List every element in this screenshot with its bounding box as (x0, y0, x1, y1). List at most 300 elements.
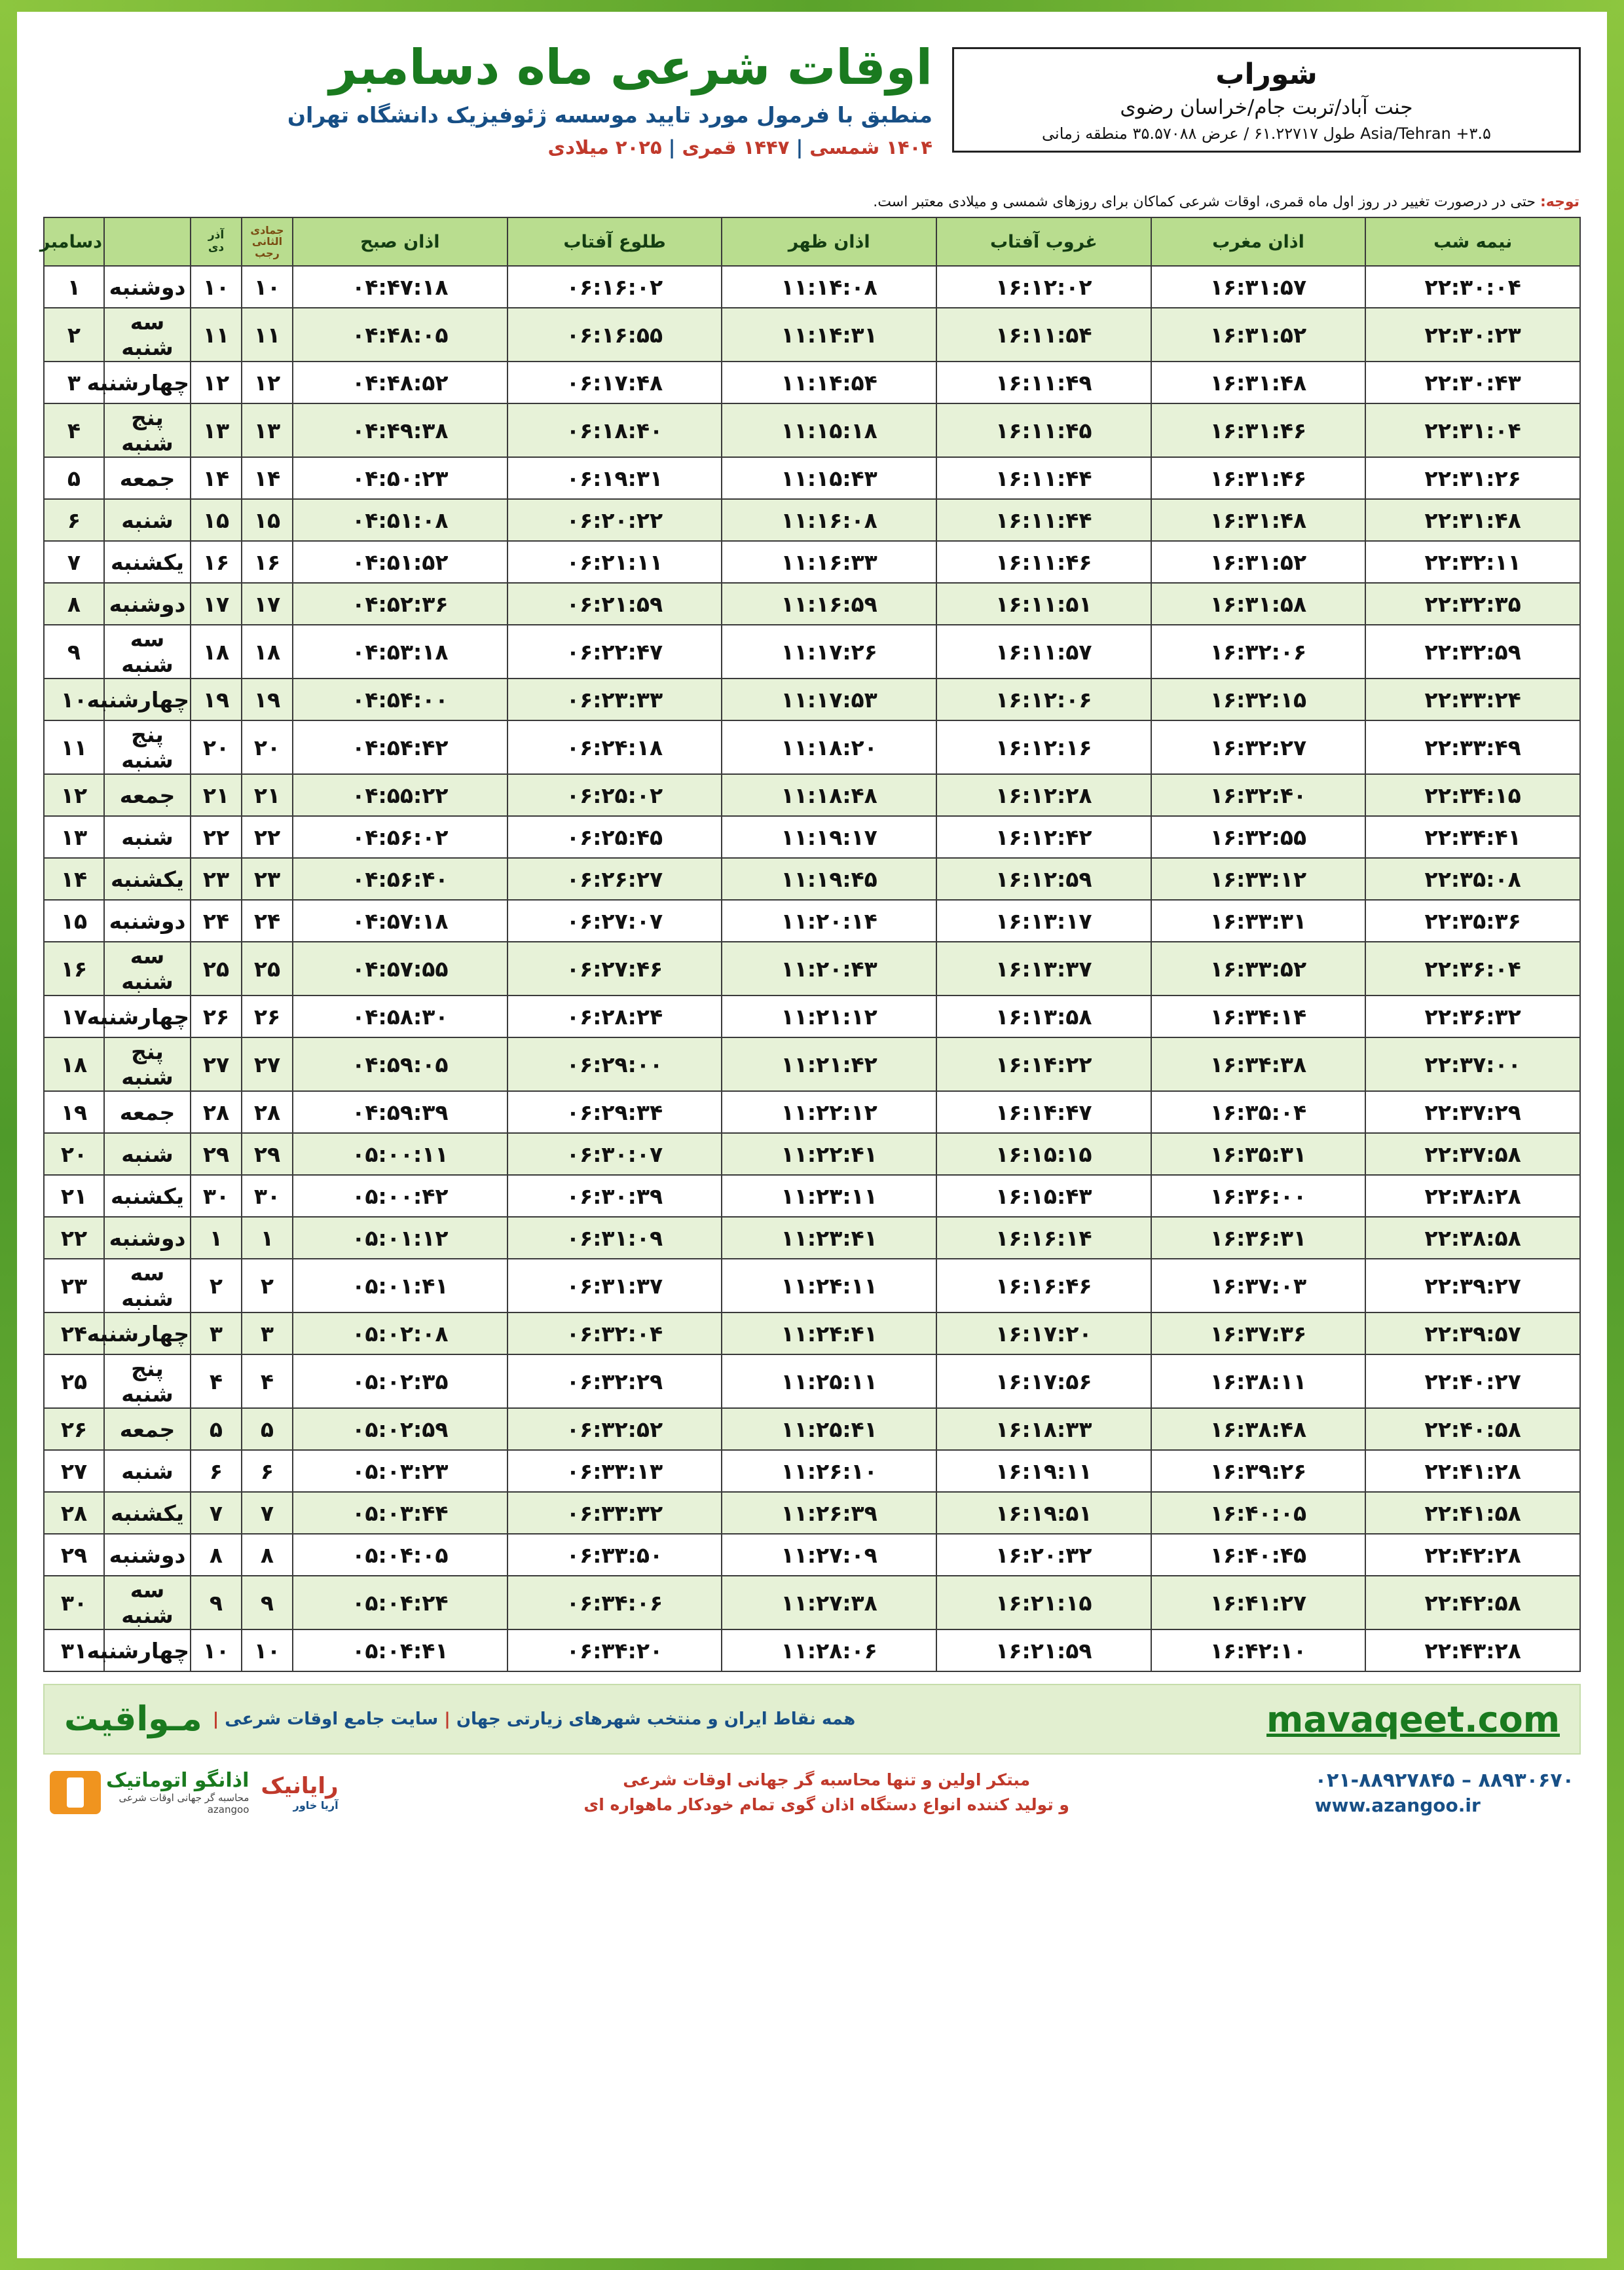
cell-weekday: شنبه (104, 816, 191, 858)
azangoo-mosque-icon (50, 1771, 101, 1814)
cell-solar-day: ۲ (191, 1259, 242, 1312)
cell-solar-day: ۲۱ (191, 774, 242, 816)
contact-block (1315, 1769, 1574, 1816)
partner-logos (50, 1769, 339, 1815)
cell-midnight: ۲۲:۴۱:۵۸ (1365, 1492, 1580, 1534)
brand-name: مـواقیت (64, 1700, 202, 1739)
footer-brand-bar (43, 1684, 1581, 1755)
cell-solar-day: ۲۵ (191, 942, 242, 995)
lunar-year: ۱۴۴۷ قمری (682, 136, 790, 158)
table-row (44, 858, 1580, 900)
cell-sunset: ۱۶:۱۷:۲۰ (936, 1312, 1151, 1354)
cell-gregorian-day: ۲۴ (44, 1312, 104, 1354)
cell-dhuhr: ۱۱:۱۸:۲۰ (722, 720, 936, 774)
azangoo-logo (50, 1769, 249, 1815)
cell-sunset: ۱۶:۱۱:۴۴ (936, 457, 1151, 499)
cell-sunrise: ۰۶:۳۲:۰۴ (507, 1312, 722, 1354)
cell-sunset: ۱۶:۱۱:۴۹ (936, 362, 1151, 403)
cell-hijri-day: ۲۹ (242, 1133, 293, 1175)
cell-midnight: ۲۲:۴۲:۵۸ (1365, 1576, 1580, 1629)
azangoo-logo-latin: azangoo (207, 1804, 249, 1815)
footer-contact-bar (43, 1755, 1581, 1817)
cell-gregorian-day: ۲۰ (44, 1133, 104, 1175)
cell-sunset: ۱۶:۱۳:۵۸ (936, 995, 1151, 1037)
cell-gregorian-day: ۸ (44, 583, 104, 625)
cell-sunrise: ۰۶:۳۳:۵۰ (507, 1534, 722, 1576)
cell-sunset: ۱۶:۱۷:۵۶ (936, 1354, 1151, 1408)
cell-fajr: ۰۴:۵۴:۰۰ (293, 679, 507, 720)
cell-hijri-day: ۱ (242, 1217, 293, 1259)
cell-weekday: شنبه (104, 1133, 191, 1175)
cell-solar-day: ۱۰ (191, 266, 242, 308)
top-decorative-band (0, 0, 1624, 12)
cell-sunrise: ۰۶:۳۰:۳۹ (507, 1175, 722, 1217)
cell-solar-day: ۱۷ (191, 583, 242, 625)
cell-hijri-day: ۲ (242, 1259, 293, 1312)
cell-gregorian-day: ۲۵ (44, 1354, 104, 1408)
cell-midnight: ۲۲:۳۱:۲۶ (1365, 457, 1580, 499)
azangoo-logo-name: اذانگو اتوماتیک (106, 1769, 249, 1792)
cell-solar-day: ۴ (191, 1354, 242, 1408)
cell-maghrib: ۱۶:۴۲:۱۰ (1151, 1629, 1366, 1671)
cell-fajr: ۰۵:۰۰:۱۱ (293, 1133, 507, 1175)
cell-fajr: ۰۴:۴۹:۳۸ (293, 403, 507, 457)
date-separator-1: | (789, 136, 803, 158)
table-row (44, 1312, 1580, 1354)
cell-fajr: ۰۴:۴۸:۰۵ (293, 308, 507, 362)
table-row (44, 266, 1580, 308)
cell-sunset: ۱۶:۱۱:۴۵ (936, 403, 1151, 457)
col-sunset: غروب آفتاب (936, 217, 1151, 266)
city-region: جنت آباد/تربت جام/خراسان رضوی (1120, 95, 1413, 119)
cell-dhuhr: ۱۱:۲۳:۴۱ (722, 1217, 936, 1259)
cell-solar-day: ۸ (191, 1534, 242, 1576)
cell-midnight: ۲۲:۳۱:۰۴ (1365, 403, 1580, 457)
cell-sunset: ۱۶:۱۲:۵۹ (936, 858, 1151, 900)
cell-solar-day: ۱۳ (191, 403, 242, 457)
cell-solar-day: ۱۹ (191, 679, 242, 720)
cell-maghrib: ۱۶:۴۰:۴۵ (1151, 1534, 1366, 1576)
rayaneek-logo-sub: آریا خاور (293, 1799, 339, 1812)
cell-maghrib: ۱۶:۳۱:۴۶ (1151, 403, 1366, 457)
table-row (44, 1354, 1580, 1408)
cell-weekday: چهارشنبه (104, 995, 191, 1037)
cell-dhuhr: ۱۱:۱۵:۱۸ (722, 403, 936, 457)
cell-dhuhr: ۱۱:۱۶:۵۹ (722, 583, 936, 625)
cell-midnight: ۲۲:۳۹:۵۷ (1365, 1312, 1580, 1354)
cell-hijri-day: ۲۱ (242, 774, 293, 816)
cell-dhuhr: ۱۱:۱۷:۲۶ (722, 625, 936, 679)
brand-desc-separator-1: | (438, 1709, 451, 1729)
cell-dhuhr: ۱۱:۲۸:۰۶ (722, 1629, 936, 1671)
cell-weekday: یکشنبه (104, 541, 191, 583)
mavaqeet-site-link[interactable]: mavaqeet.com (1266, 1698, 1560, 1740)
cell-gregorian-day: ۷ (44, 541, 104, 583)
cell-hijri-day: ۳۰ (242, 1175, 293, 1217)
table-row (44, 1091, 1580, 1133)
cell-weekday: چهارشنبه (104, 679, 191, 720)
cell-gregorian-day: ۳ (44, 362, 104, 403)
cell-maghrib: ۱۶:۳۱:۵۲ (1151, 308, 1366, 362)
cell-maghrib: ۱۶:۳۵:۰۴ (1151, 1091, 1366, 1133)
cell-hijri-day: ۱۴ (242, 457, 293, 499)
col-solar-month-primary: آذر (208, 229, 225, 242)
cell-sunset: ۱۶:۱۹:۵۱ (936, 1492, 1151, 1534)
cell-maghrib: ۱۶:۳۲:۵۵ (1151, 816, 1366, 858)
cell-sunrise: ۰۶:۲۱:۵۹ (507, 583, 722, 625)
cell-sunset: ۱۶:۱۶:۱۴ (936, 1217, 1151, 1259)
table-row (44, 900, 1580, 942)
table-row (44, 679, 1580, 720)
cell-fajr: ۰۵:۰۴:۲۴ (293, 1576, 507, 1629)
table-row (44, 362, 1580, 403)
cell-sunrise: ۰۶:۳۳:۳۲ (507, 1492, 722, 1534)
cell-gregorian-day: ۲۷ (44, 1450, 104, 1492)
date-separator-2: | (661, 136, 676, 158)
contact-website[interactable]: www.azangoo.ir (1314, 1794, 1481, 1816)
bottom-decorative-band (0, 2258, 1624, 2270)
cell-sunrise: ۰۶:۳۴:۲۰ (507, 1629, 722, 1671)
cell-sunrise: ۰۶:۱۸:۴۰ (507, 403, 722, 457)
cell-fajr: ۰۴:۵۱:۰۸ (293, 499, 507, 541)
cell-sunrise: ۰۶:۳۱:۳۷ (507, 1259, 722, 1312)
table-row (44, 499, 1580, 541)
cell-gregorian-day: ۶ (44, 499, 104, 541)
cell-solar-day: ۳۰ (191, 1175, 242, 1217)
cell-sunset: ۱۶:۱۲:۰۶ (936, 679, 1151, 720)
cell-midnight: ۲۲:۴۱:۲۸ (1365, 1450, 1580, 1492)
cell-sunrise: ۰۶:۲۹:۰۰ (507, 1037, 722, 1091)
table-row (44, 1175, 1580, 1217)
cell-sunset: ۱۶:۲۰:۳۲ (936, 1534, 1151, 1576)
cell-hijri-day: ۲۷ (242, 1037, 293, 1091)
table-row (44, 1450, 1580, 1492)
cell-sunrise: ۰۶:۳۱:۰۹ (507, 1217, 722, 1259)
cell-fajr: ۰۵:۰۰:۴۲ (293, 1175, 507, 1217)
cell-weekday: جمعه (104, 457, 191, 499)
col-solar-month-secondary: دی (208, 241, 225, 254)
col-dhuhr: اذان ظهر (722, 217, 936, 266)
cell-fajr: ۰۴:۴۸:۵۲ (293, 362, 507, 403)
cell-weekday: دوشنبه (104, 1534, 191, 1576)
cell-solar-day: ۲۸ (191, 1091, 242, 1133)
table-row (44, 1408, 1580, 1450)
page-title: اوقات شرعی ماه دسامبر (329, 39, 932, 96)
note-label: توجه: (1540, 194, 1579, 210)
cell-sunset: ۱۶:۱۱:۴۶ (936, 541, 1151, 583)
cell-gregorian-day: ۱۰ (44, 679, 104, 720)
cell-sunset: ۱۶:۱۳:۱۷ (936, 900, 1151, 942)
cell-hijri-day: ۹ (242, 1576, 293, 1629)
cell-weekday: شنبه (104, 1450, 191, 1492)
cell-midnight: ۲۲:۳۳:۴۹ (1365, 720, 1580, 774)
cell-gregorian-day: ۱۱ (44, 720, 104, 774)
brand-description-2: همه نقاط ایران و منتخب شهرهای زیارتی جهان (456, 1709, 856, 1729)
cell-weekday: سه شنبه (104, 1259, 191, 1312)
cell-gregorian-day: ۲۳ (44, 1259, 104, 1312)
prayer-times-table-wrapper (17, 217, 1607, 1672)
cell-hijri-day: ۱۵ (242, 499, 293, 541)
col-midnight: نیمه شب (1365, 217, 1580, 266)
rayaneek-logo-name: رایانیک (261, 1773, 339, 1799)
col-hijri-month-secondary: رجب (255, 246, 280, 259)
cell-weekday: سه شنبه (104, 1576, 191, 1629)
cell-solar-day: ۷ (191, 1492, 242, 1534)
cell-solar-day: ۱۲ (191, 362, 242, 403)
cell-dhuhr: ۱۱:۲۴:۴۱ (722, 1312, 936, 1354)
table-row (44, 1217, 1580, 1259)
contact-phone: ۰۲۱-۸۸۹۲۷۸۴۵ – ۸۸۹۳۰۶۷۰ (1314, 1768, 1574, 1792)
cell-maghrib: ۱۶:۳۱:۴۸ (1151, 362, 1366, 403)
cell-fajr: ۰۴:۵۶:۰۲ (293, 816, 507, 858)
cell-fajr: ۰۴:۵۹:۰۵ (293, 1037, 507, 1091)
calendar-date-line (43, 136, 932, 158)
cell-hijri-day: ۳ (242, 1312, 293, 1354)
cell-maghrib: ۱۶:۳۹:۲۶ (1151, 1450, 1366, 1492)
cell-solar-day: ۱۵ (191, 499, 242, 541)
cell-solar-day: ۱۸ (191, 625, 242, 679)
cell-sunset: ۱۶:۱۵:۱۵ (936, 1133, 1151, 1175)
table-row (44, 942, 1580, 995)
cell-dhuhr: ۱۱:۱۹:۴۵ (722, 858, 936, 900)
cell-gregorian-day: ۴ (44, 403, 104, 457)
cell-dhuhr: ۱۱:۲۱:۱۲ (722, 995, 936, 1037)
cell-fajr: ۰۵:۰۴:۰۵ (293, 1534, 507, 1576)
cell-sunset: ۱۶:۱۱:۵۱ (936, 583, 1151, 625)
table-row (44, 1534, 1580, 1576)
cell-maghrib: ۱۶:۳۶:۳۱ (1151, 1217, 1366, 1259)
cell-dhuhr: ۱۱:۱۶:۳۳ (722, 541, 936, 583)
cell-maghrib: ۱۶:۳۲:۴۰ (1151, 774, 1366, 816)
cell-hijri-day: ۱۸ (242, 625, 293, 679)
cell-weekday: پنج شنبه (104, 720, 191, 774)
cell-weekday: یکشنبه (104, 858, 191, 900)
cell-maghrib: ۱۶:۳۸:۱۱ (1151, 1354, 1366, 1408)
table-row (44, 1259, 1580, 1312)
cell-weekday: یکشنبه (104, 1492, 191, 1534)
cell-weekday: سه شنبه (104, 308, 191, 362)
cell-maghrib: ۱۶:۳۲:۰۶ (1151, 625, 1366, 679)
cell-solar-day: ۳ (191, 1312, 242, 1354)
cell-weekday: یکشنبه (104, 1175, 191, 1217)
cell-dhuhr: ۱۱:۲۲:۱۲ (722, 1091, 936, 1133)
cell-midnight: ۲۲:۳۴:۱۵ (1365, 774, 1580, 816)
cell-gregorian-day: ۱۹ (44, 1091, 104, 1133)
cell-midnight: ۲۲:۳۷:۰۰ (1365, 1037, 1580, 1091)
table-row (44, 995, 1580, 1037)
cell-hijri-day: ۲۰ (242, 720, 293, 774)
cell-gregorian-day: ۲۸ (44, 1492, 104, 1534)
cell-fajr: ۰۴:۵۷:۵۵ (293, 942, 507, 995)
cell-solar-day: ۱۴ (191, 457, 242, 499)
table-row (44, 308, 1580, 362)
cell-dhuhr: ۱۱:۲۰:۴۳ (722, 942, 936, 995)
cell-hijri-day: ۵ (242, 1408, 293, 1450)
cell-sunrise: ۰۶:۲۰:۲۲ (507, 499, 722, 541)
cell-maghrib: ۱۶:۴۰:۰۵ (1151, 1492, 1366, 1534)
cell-weekday: چهارشنبه (104, 362, 191, 403)
cell-solar-day: ۱ (191, 1217, 242, 1259)
page-subtitle: منطبق با فرمول مورد تایید موسسه ژئوفیزیک دانشگاه تهران (287, 102, 932, 128)
cell-fajr: ۰۴:۵۶:۴۰ (293, 858, 507, 900)
cell-sunset: ۱۶:۱۴:۴۷ (936, 1091, 1151, 1133)
brand-description-1: سایت جامع اوقات شرعی (225, 1709, 439, 1729)
cell-hijri-day: ۲۶ (242, 995, 293, 1037)
table-row (44, 541, 1580, 583)
table-body (44, 266, 1580, 1671)
cell-sunrise: ۰۶:۳۲:۵۲ (507, 1408, 722, 1450)
left-decorative-band (0, 0, 17, 2270)
company-tagline-line2: و تولید کننده انواع دستگاه اذان گوی تمام خودکار ماهواره ای (583, 1795, 1069, 1814)
cell-hijri-day: ۶ (242, 1450, 293, 1492)
cell-solar-day: ۹ (191, 1576, 242, 1629)
cell-midnight: ۲۲:۴۲:۲۸ (1365, 1534, 1580, 1576)
brand-desc-separator-2: | (212, 1709, 219, 1729)
cell-sunrise: ۰۶:۱۶:۵۵ (507, 308, 722, 362)
cell-sunset: ۱۶:۱۱:۴۴ (936, 499, 1151, 541)
cell-sunrise: ۰۶:۱۹:۳۱ (507, 457, 722, 499)
cell-midnight: ۲۲:۳۶:۰۴ (1365, 942, 1580, 995)
table-row (44, 1037, 1580, 1091)
cell-maghrib: ۱۶:۳۱:۵۷ (1151, 266, 1366, 308)
rayaneek-logo (261, 1773, 338, 1812)
cell-sunrise: ۰۶:۲۷:۰۷ (507, 900, 722, 942)
cell-gregorian-day: ۱۶ (44, 942, 104, 995)
table-row (44, 403, 1580, 457)
table-row (44, 774, 1580, 816)
cell-maghrib: ۱۶:۳۳:۳۱ (1151, 900, 1366, 942)
cell-midnight: ۲۲:۳۵:۰۸ (1365, 858, 1580, 900)
cell-fajr: ۰۴:۵۷:۱۸ (293, 900, 507, 942)
cell-midnight: ۲۲:۳۱:۴۸ (1365, 499, 1580, 541)
cell-hijri-day: ۱۱ (242, 308, 293, 362)
table-row (44, 457, 1580, 499)
cell-solar-day: ۲۰ (191, 720, 242, 774)
cell-maghrib: ۱۶:۳۲:۱۵ (1151, 679, 1366, 720)
note-text: حتی در درصورت تغییر در روز اول ماه قمری، اوقات شرعی کماکان برای روزهای شمسی و میلادی معتبر است. (873, 194, 1536, 210)
cell-maghrib: ۱۶:۳۱:۴۸ (1151, 499, 1366, 541)
cell-midnight: ۲۲:۳۸:۲۸ (1365, 1175, 1580, 1217)
cell-dhuhr: ۱۱:۲۳:۱۱ (722, 1175, 936, 1217)
cell-weekday: سه شنبه (104, 625, 191, 679)
cell-hijri-day: ۱۷ (242, 583, 293, 625)
cell-gregorian-day: ۱۸ (44, 1037, 104, 1091)
cell-hijri-day: ۲۵ (242, 942, 293, 995)
col-solar-month (191, 217, 242, 266)
cell-maghrib: ۱۶:۳۲:۲۷ (1151, 720, 1366, 774)
cell-midnight: ۲۲:۳۹:۲۷ (1365, 1259, 1580, 1312)
cell-gregorian-day: ۲۹ (44, 1534, 104, 1576)
table-header-row (39, 217, 1580, 266)
cell-weekday: دوشنبه (104, 1217, 191, 1259)
cell-midnight: ۲۲:۳۰:۰۴ (1365, 266, 1580, 308)
cell-midnight: ۲۲:۳۷:۵۸ (1365, 1133, 1580, 1175)
cell-gregorian-day: ۱۳ (44, 816, 104, 858)
cell-midnight: ۲۲:۳۳:۲۴ (1365, 679, 1580, 720)
cell-fajr: ۰۴:۵۹:۳۹ (293, 1091, 507, 1133)
cell-hijri-day: ۱۳ (242, 403, 293, 457)
cell-maghrib: ۱۶:۳۱:۵۲ (1151, 541, 1366, 583)
cell-sunrise: ۰۶:۳۰:۰۷ (507, 1133, 722, 1175)
cell-hijri-day: ۸ (242, 1534, 293, 1576)
cell-fajr: ۰۴:۵۰:۲۳ (293, 457, 507, 499)
cell-weekday: دوشنبه (104, 900, 191, 942)
cell-midnight: ۲۲:۳۸:۵۸ (1365, 1217, 1580, 1259)
cell-sunset: ۱۶:۱۸:۳۳ (936, 1408, 1151, 1450)
cell-sunset: ۱۶:۱۲:۲۸ (936, 774, 1151, 816)
cell-gregorian-day: ۲۲ (44, 1217, 104, 1259)
cell-gregorian-day: ۲۶ (44, 1408, 104, 1450)
cell-hijri-day: ۱۰ (242, 266, 293, 308)
col-fajr: اذان صبح (293, 217, 507, 266)
cell-gregorian-day: ۱۲ (44, 774, 104, 816)
cell-fajr: ۰۵:۰۴:۴۱ (293, 1629, 507, 1671)
cell-fajr: ۰۵:۰۲:۰۸ (293, 1312, 507, 1354)
solar-year: ۱۴۰۴ شمسی (809, 136, 932, 158)
cell-dhuhr: ۱۱:۱۸:۴۸ (722, 774, 936, 816)
cell-weekday: پنج شنبه (104, 1354, 191, 1408)
cell-solar-day: ۱۱ (191, 308, 242, 362)
cell-maghrib: ۱۶:۳۳:۵۲ (1151, 942, 1366, 995)
col-sunrise: طلوع آفتاب (507, 217, 722, 266)
cell-sunset: ۱۶:۲۱:۵۹ (936, 1629, 1151, 1671)
cell-midnight: ۲۲:۳۷:۲۹ (1365, 1091, 1580, 1133)
page-footer (17, 1684, 1607, 1817)
cell-midnight: ۲۲:۳۲:۵۹ (1365, 625, 1580, 679)
cell-hijri-day: ۱۹ (242, 679, 293, 720)
cell-solar-day: ۶ (191, 1450, 242, 1492)
cell-gregorian-day: ۳۰ (44, 1576, 104, 1629)
page-root (17, 12, 1607, 2258)
cell-hijri-day: ۲۳ (242, 858, 293, 900)
cell-fajr: ۰۴:۵۲:۳۶ (293, 583, 507, 625)
cell-sunset: ۱۶:۱۴:۲۲ (936, 1037, 1151, 1091)
cell-dhuhr: ۱۱:۱۶:۰۸ (722, 499, 936, 541)
cell-weekday: جمعه (104, 774, 191, 816)
cell-weekday: چهارشنبه (104, 1312, 191, 1354)
cell-maghrib: ۱۶:۳۷:۳۶ (1151, 1312, 1366, 1354)
cell-fajr: ۰۵:۰۱:۱۲ (293, 1217, 507, 1259)
cell-fajr: ۰۵:۰۳:۴۴ (293, 1492, 507, 1534)
cell-solar-day: ۲۷ (191, 1037, 242, 1091)
cell-fajr: ۰۴:۵۵:۲۲ (293, 774, 507, 816)
cell-weekday: پنج شنبه (104, 403, 191, 457)
cell-sunset: ۱۶:۱۲:۱۶ (936, 720, 1151, 774)
cell-midnight: ۲۲:۳۶:۳۲ (1365, 995, 1580, 1037)
cell-sunrise: ۰۶:۲۱:۱۱ (507, 541, 722, 583)
cell-dhuhr: ۱۱:۲۶:۳۹ (722, 1492, 936, 1534)
cell-dhuhr: ۱۱:۱۴:۵۴ (722, 362, 936, 403)
cell-weekday: دوشنبه (104, 583, 191, 625)
cell-sunrise: ۰۶:۲۹:۳۴ (507, 1091, 722, 1133)
cell-sunrise: ۰۶:۳۳:۱۳ (507, 1450, 722, 1492)
cell-fajr: ۰۴:۵۳:۱۸ (293, 625, 507, 679)
cell-dhuhr: ۱۱:۱۷:۵۳ (722, 679, 936, 720)
cell-gregorian-day: ۳۱ (44, 1629, 104, 1671)
cell-dhuhr: ۱۱:۱۴:۳۱ (722, 308, 936, 362)
cell-gregorian-day: ۱ (44, 266, 104, 308)
city-coordinates: طول ۶۱.۲۲۷۱۷ / عرض ۳۵.۵۷۰۸۸ منطقه زمانی Asia/Tehran +۳.۵ (1042, 124, 1491, 143)
cell-maghrib: ۱۶:۳۵:۳۱ (1151, 1133, 1366, 1175)
cell-dhuhr: ۱۱:۲۵:۴۱ (722, 1408, 936, 1450)
cell-gregorian-day: ۲ (44, 308, 104, 362)
cell-fajr: ۰۴:۵۱:۵۲ (293, 541, 507, 583)
cell-sunrise: ۰۶:۳۴:۰۶ (507, 1576, 722, 1629)
cell-solar-day: ۱۰ (191, 1629, 242, 1671)
right-decorative-band (1607, 0, 1624, 2270)
cell-dhuhr: ۱۱:۲۶:۱۰ (722, 1450, 936, 1492)
cell-maghrib: ۱۶:۳۴:۱۴ (1151, 995, 1366, 1037)
